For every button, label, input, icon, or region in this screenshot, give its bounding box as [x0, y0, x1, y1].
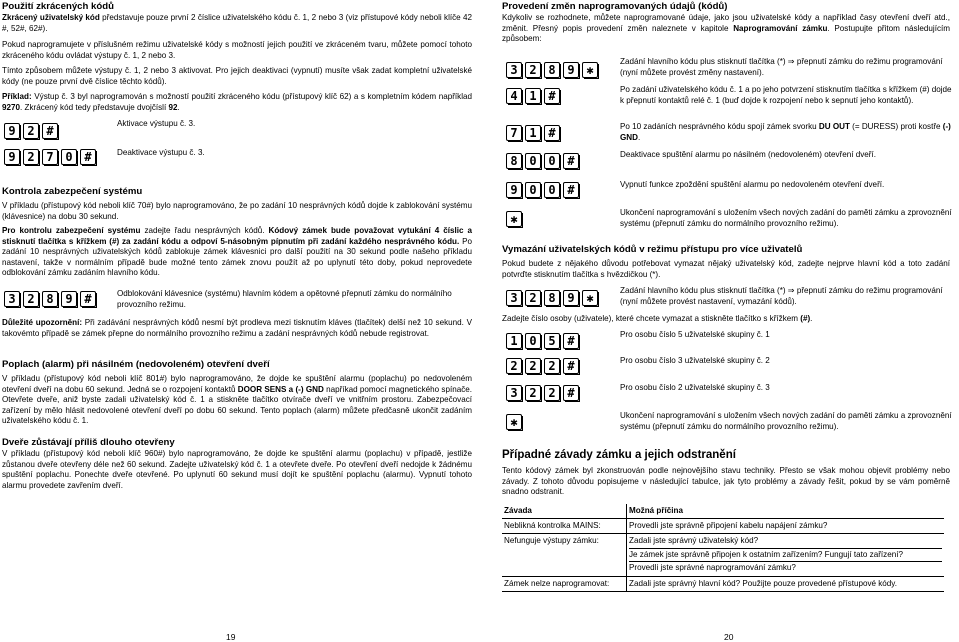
text-delete-exit: Ukončení naprogramování s uložením všech nových zadání do paměti zámku a zprovoznění systému (přepnutí zámku do normálního provozního režimu).: [620, 411, 952, 431]
star-key-icon: ✱: [582, 62, 598, 78]
digit-key-icon: 3: [506, 385, 522, 401]
keys-change-exit: [506, 211, 522, 227]
hash-key-icon: #: [544, 88, 560, 104]
digit-key-icon: 8: [42, 291, 58, 307]
hash-key-icon: #: [563, 153, 579, 169]
text-delete-2: Pro osobu číslo 3 uživatelské skupiny č. 2: [620, 356, 770, 365]
text-change-exit: Ukončení naprogramování s uložením všech nových zadání do paměti zámku a zprovoznění systému (přepnutí zámku do normálního provozního režimu).: [620, 208, 952, 228]
text-change-duress: Po 10 zadáních nesprávného kódu spojí zámek svorku DU OUT (= DURESS) proti kostře (-) GND.: [620, 122, 951, 142]
digit-key-icon: 2: [525, 358, 541, 374]
digit-key-icon: 0: [61, 149, 77, 165]
keys-activate: [4, 123, 58, 139]
digit-key-icon: 8: [544, 290, 560, 306]
star-key-icon: ✱: [506, 414, 522, 430]
digit-key-icon: 7: [506, 125, 522, 141]
keys-change-alarm: [506, 153, 579, 169]
digit-key-icon: 2: [525, 385, 541, 401]
fault-cell: Nefunguje výstupy zámku:: [502, 534, 627, 577]
label-deactivate: Deaktivace výstupu č. 3.: [117, 148, 205, 157]
keys-unlock: [4, 291, 96, 307]
digit-key-icon: 2: [544, 358, 560, 374]
heading-panic: Poplach (alarm) při násilném (nedovoleném) otevření dveří: [2, 359, 270, 370]
keys-deactivate: [4, 149, 96, 165]
table-row: [502, 576, 944, 592]
digit-key-icon: 2: [544, 385, 560, 401]
keys-delete-exit: [506, 414, 522, 430]
digit-key-icon: 0: [544, 182, 560, 198]
text-delete-3: Pro osobu číslo 2 uživatelské skupiny č. 3: [620, 383, 770, 392]
digit-key-icon: 3: [506, 62, 522, 78]
cause-cell: [627, 576, 945, 592]
cause-line: Zadali jste správný uživatelský kód?: [629, 536, 942, 549]
cause-cell: [627, 534, 945, 577]
fault-cell: Neblikná kontrolka MAINS:: [502, 518, 627, 534]
hash-key-icon: #: [42, 123, 58, 139]
keys-delete-master: [506, 290, 598, 306]
page-number-right: 20: [724, 632, 734, 642]
para-example: Příklad: Výstup č. 3 byl naprogramován s možností použití zkráceného kódu (přístupový klíč 62) a s kompletním kódem například 9270. Zkrácený kód tedy představuje dvojčíslí 92.: [2, 92, 472, 112]
text-change-relay: Po zadání uživatelského kódu č. 1 a po jeho potvrzení stisknutím tlačítka s křížkem (#) dojde k přepnutí kontaktů relé č. 1 (buď dojde k rozpojení nebo k sepnutí jeho kontaktů).: [620, 85, 952, 105]
digit-key-icon: 2: [23, 123, 39, 139]
hash-key-icon: #: [563, 182, 579, 198]
para-short-2: Pokud naprogramujete v příslušném režimu uživatelské kódy s možností jejich použití ve zkráceném tvaru, můžete pomocí tohoto zkráceného kódu ovládat výstupy č. 1, 2 nebo 3.: [2, 40, 472, 60]
para-door-open: V příkladu (přístupový kód neboli klíč 960#) bylo naprogramováno, že dojde ke spuštění alarmu (poplachu) v případě, jestliže zůstanou dveře otevřeny déle než 60 sekund. Zadejte uživatelský kód č. 1 a otevřete dveře. Po otevření dveří nedojde k žádnému spuštění poplachu. Ponechte dveře otevřené. Po uplynutí 60 sekund musí dojít ke spuštění poplachu (alarmu). Vypnutí tohoto alarmu provedete zavřením dveří.: [2, 449, 472, 490]
header-fault: Závada: [502, 504, 627, 518]
digit-key-icon: 0: [525, 153, 541, 169]
para-panic: V příkladu (přístupový kód neboli klíč 801#) bylo naprogramováno, že dojde ke spuštění alarmu (poplachu) po nedovoleném otevření dveří na dobu 60 sekund. Jedná se o rozpojení kontaktů DOOR SENS a (-) GND napříkad pomocí magnetického spínače. Otevřete dveře, aniž byste zadali uživatelský kód č. 1 a stiskněte tlačítko otvírače dveří ve vnitřním prostoru. Zabezpečovací zařízení by mělo hlásit nedovolené otevření dveří po dobu 60 sekund. Tento poplach (alarm) můžete předčasně ukončit zadáním uživatelského kódu č. 1.: [2, 374, 473, 425]
digit-key-icon: 9: [563, 290, 579, 306]
table-row: [502, 518, 944, 534]
page-number-left: 19: [226, 632, 236, 642]
keys-change-relay: [506, 88, 560, 104]
para-warning: Důležité upozornění: Při zadávání nesprávných kódů nesmí být prodleva mezi tisknutím kláves (tlačítek) delší než 10 sekund. V takovémto případě se zámek přepne do normálního provozního režimu a zadání nesprávných kódů nebude registrovat.: [2, 318, 472, 338]
digit-key-icon: 0: [525, 333, 541, 349]
para-changes: Kdykoliv se rozhodnete, můžete naprogramované údaje, jako jsou uživatelské kódy a například časy otevření dveří atd., změnit. Přesný popis provedení změn naleznete v kapitole Naprogramování zámku. Postupujte přitom následujícím způsobem:: [502, 13, 950, 43]
keys-delete-1: [506, 333, 579, 349]
text-change-delay: Vypnutí funkce zpoždění spuštění alarmu po nedovoleném otevření dveří.: [620, 180, 885, 189]
star-key-icon: ✱: [582, 290, 598, 306]
hash-key-icon: #: [80, 291, 96, 307]
cause-line: Zadali jste správný hlavní kód? Použijte pouze provedené přístupové kódy.: [629, 578, 898, 588]
hash-key-icon: #: [563, 385, 579, 401]
hash-key-icon: #: [80, 149, 96, 165]
para-control-2: Pro kontrolu zabezpečení systému zadejte řadu nesprávných kódů. Kódový zámek bude považovat vytukání 4 číslic a stisknutí tlačítka s křížkem (#) za zadání kódu a odpoví 5-násobným pípnutím při zadání každého nesprávného kódu. Po zadání 10 nesprávných uživatelských kódů zablokuje zámek klávesnici pro další použití na 30 sekund podle našeho příkladu nastavení, takže v normálním případě bude možné tento zámek znovu použít až po uplynutí této doby, pokud neprovedete odblokování zámku zadáním hlavního kódu.: [2, 226, 473, 277]
heading-faults: Případné závady zámku a jejich odstranění: [502, 449, 736, 461]
keys-change-master: [506, 62, 598, 78]
keys-change-duress: [506, 125, 560, 141]
star-key-icon: ✱: [506, 211, 522, 227]
text-change-master: Zadání hlavního kódu plus stisknutí tlačítka (*) ⇒ přepnutí zámku do režimu programování (nyní můžete provést změny nastavení).: [620, 57, 943, 77]
digit-key-icon: 5: [544, 333, 560, 349]
header-cause: Možná příčina: [627, 504, 945, 518]
digit-key-icon: 2: [525, 62, 541, 78]
digit-key-icon: 1: [506, 333, 522, 349]
keys-change-delay: [506, 182, 579, 198]
table-header-row: [502, 504, 944, 518]
para-control-1: V příkladu (přístupový kód neboli klíč 70#) bylo naprogramováno, že po zadání 10 nesprávných kódů dojde k zablokování systému (klávesnice) na dobu 30 sekund.: [2, 201, 472, 221]
heading-door-open: Dveře zůstávají příliš dlouho otevřeny: [2, 437, 175, 448]
keys-delete-3: [506, 385, 579, 401]
keys-delete-2: [506, 358, 579, 374]
para-short-3: Tímto způsobem můžete výstupy č. 1, 2 nebo 3 aktivovat. Pro jejich deaktivaci (vypnutí) musíte však zadat kompletní uživatelské kódy (ne pouze první dvě číslice těchto kódů).: [2, 66, 472, 86]
label-unlock: Odblokování klávesnice (systému) hlavním kódem a opětovné přepnutí zámku do normálního provozního režimu.: [117, 289, 452, 309]
heading-delete: Vymazání uživatelských kódů v režimu přístupu pro více uživatelů: [502, 244, 803, 255]
digit-key-icon: 0: [544, 153, 560, 169]
para-short-1: Zkrácený uživatelský kód představuje pouze první 2 číslice uživatelského kódu č. 1, 2 nebo 3 (viz přístupové kódy neboli klíče 42 #, 52#, 62#).: [2, 13, 472, 33]
digit-key-icon: 3: [4, 291, 20, 307]
text-delete-1: Pro osobu číslo 5 uživatelské skupiny č. 1: [620, 330, 770, 339]
hash-key-icon: #: [563, 358, 579, 374]
fault-cell: Zámek nelze naprogramovat:: [502, 576, 627, 592]
text-delete-master: Zadání hlavního kódu plus stisknutí tlačítka (*) ⇒ přepnutí zámku do režimu programování (nyní můžete provést nastavení, vymazání kódů).: [620, 286, 943, 306]
digit-key-icon: 1: [525, 125, 541, 141]
digit-key-icon: 9: [61, 291, 77, 307]
digit-key-icon: 4: [506, 88, 522, 104]
text-change-alarm: Deaktivace spuštění alarmu po násilném (nedovoleném) otevření dveří.: [620, 150, 876, 159]
digit-key-icon: 2: [506, 358, 522, 374]
cause-line: Provedli jste správně připojení kabelu napájení zámku?: [629, 520, 828, 530]
cause-line: Provedli jste správné naprogramování zámku?: [629, 563, 796, 572]
digit-key-icon: 9: [4, 149, 20, 165]
digit-key-icon: 7: [42, 149, 58, 165]
digit-key-icon: 9: [506, 182, 522, 198]
label-activate: Aktivace výstupu č. 3.: [117, 119, 196, 128]
digit-key-icon: 8: [506, 153, 522, 169]
digit-key-icon: 2: [23, 149, 39, 165]
digit-key-icon: 9: [563, 62, 579, 78]
digit-key-icon: 8: [544, 62, 560, 78]
table-row: [502, 534, 944, 577]
digit-key-icon: 1: [525, 88, 541, 104]
para-delete-2: Zadejte číslo osoby (uživatele), které chcete vymazat a stiskněte tlačítko s křížkem (#).: [502, 314, 813, 323]
heading-control: Kontrola zabezpečení systému: [2, 186, 143, 197]
para-faults: Tento kódový zámek byl zkonstruován podle nejnovějšího stavu techniky. Přesto se však mohou objevit problémy nebo závady. Z tohoto důvodu popisujeme v následující tabulce, jak tyto problémy a závady řešit, pokud by se vám poměrně snadno odstranit.: [502, 466, 950, 496]
faults-table: [502, 504, 944, 592]
para-delete: Pokud budete z nějakého důvodu potřebovat vymazat nějaký uživatelský kód, zadejte nejprve hlavní kód a toto zadání potvrďte stisknutím tlačítka s hvězdičkou (*).: [502, 259, 950, 279]
hash-key-icon: #: [544, 125, 560, 141]
digit-key-icon: 0: [525, 182, 541, 198]
digit-key-icon: 2: [23, 291, 39, 307]
digit-key-icon: 2: [525, 290, 541, 306]
digit-key-icon: 3: [506, 290, 522, 306]
cause-line: Je zámek jste správně připojen k ostatním zařízením? Fungují tato zařízení?: [629, 550, 942, 563]
heading-changes: Provedení změn naprogramovaných údajů (kódů): [502, 1, 728, 12]
cause-cell: [627, 518, 945, 534]
hash-key-icon: #: [563, 333, 579, 349]
digit-key-icon: 9: [4, 123, 20, 139]
heading-short-codes: Použití zkrácených kódů: [2, 1, 114, 12]
